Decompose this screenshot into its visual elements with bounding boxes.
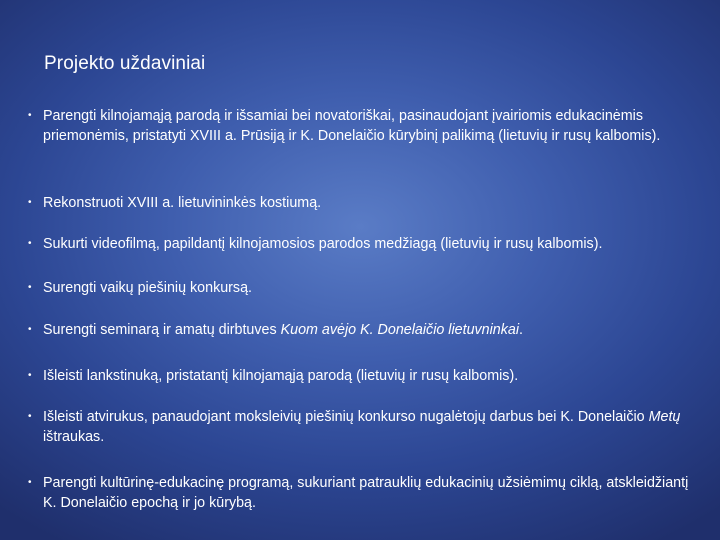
list-item (20, 407, 700, 447)
list-item-text-part: Sukurti videofilmą, papildantį kilnojamosios parodos medžiagą (lietuvių ir rusų kalbomis). (43, 236, 603, 252)
list-item (20, 366, 700, 386)
bullet-icon: • (28, 282, 32, 293)
list-item-text-part: Išleisti lankstinuką, pristatantį kilnojamąją parodą (lietuvių ir rusų kalbomis). (43, 368, 519, 384)
list-item-text (43, 106, 698, 146)
list-item-italic-title: Metų (648, 409, 681, 425)
bullet-icon: • (28, 370, 32, 381)
list-item-text-part: ištraukas. (43, 429, 105, 445)
list-item (20, 278, 700, 298)
list-item (20, 320, 700, 340)
list-item (20, 234, 700, 254)
list-item-text (43, 234, 698, 254)
list-item-italic-title: Kuom avėjo K. Donelaičio lietuvninkai (280, 322, 520, 338)
bullet-icon: • (28, 411, 32, 422)
list-item-text-part: Parengti kultūrinę-edukacinę programą, sukuriant patrauklių edukacinių užsiėmimų ciklą, atskleidžiantį K. Donelaičio epochą ir jo kūrybą. (43, 475, 689, 511)
list-item-text (43, 473, 698, 513)
list-item-text (43, 366, 698, 386)
bullet-icon: • (28, 110, 32, 121)
bullet-icon: • (28, 477, 32, 488)
list-item-text-part: . (519, 322, 524, 338)
list-item (20, 193, 700, 213)
list-item-text (43, 407, 698, 447)
list-item-text-part: Rekonstruoti XVIII a. lietuvininkės kostiumą. (43, 195, 322, 211)
list-item-text-part: Parengti kilnojamąją parodą ir išsamiai bei novatoriškai, pasinaudojant įvairiomis edukacinėmis priemonėmis, pristatyti XVIII a. Prūsiją ir K. Donelaičio kūrybinį palikimą (lietuvių ir rusų kalbomis). (43, 108, 661, 144)
bullet-icon: • (28, 197, 32, 208)
list-item-text-part: Išleisti atvirukus, panaudojant moksleivių piešinių konkurso nugalėtojų darbus bei K. Donelaičio (43, 409, 649, 425)
list-item (20, 106, 700, 146)
list-item-text (43, 193, 698, 213)
list-item-text (43, 278, 698, 298)
list-item-text-part: Surengti seminarą ir amatų dirbtuves (43, 322, 281, 338)
list-item-text-part: Surengti vaikų piešinių konkursą. (43, 280, 253, 296)
bullet-icon: • (28, 324, 32, 335)
list-item-text (43, 320, 698, 340)
slide-title: Projekto uždaviniai (44, 53, 206, 74)
bullet-icon: • (28, 238, 32, 249)
list-item (20, 473, 700, 513)
